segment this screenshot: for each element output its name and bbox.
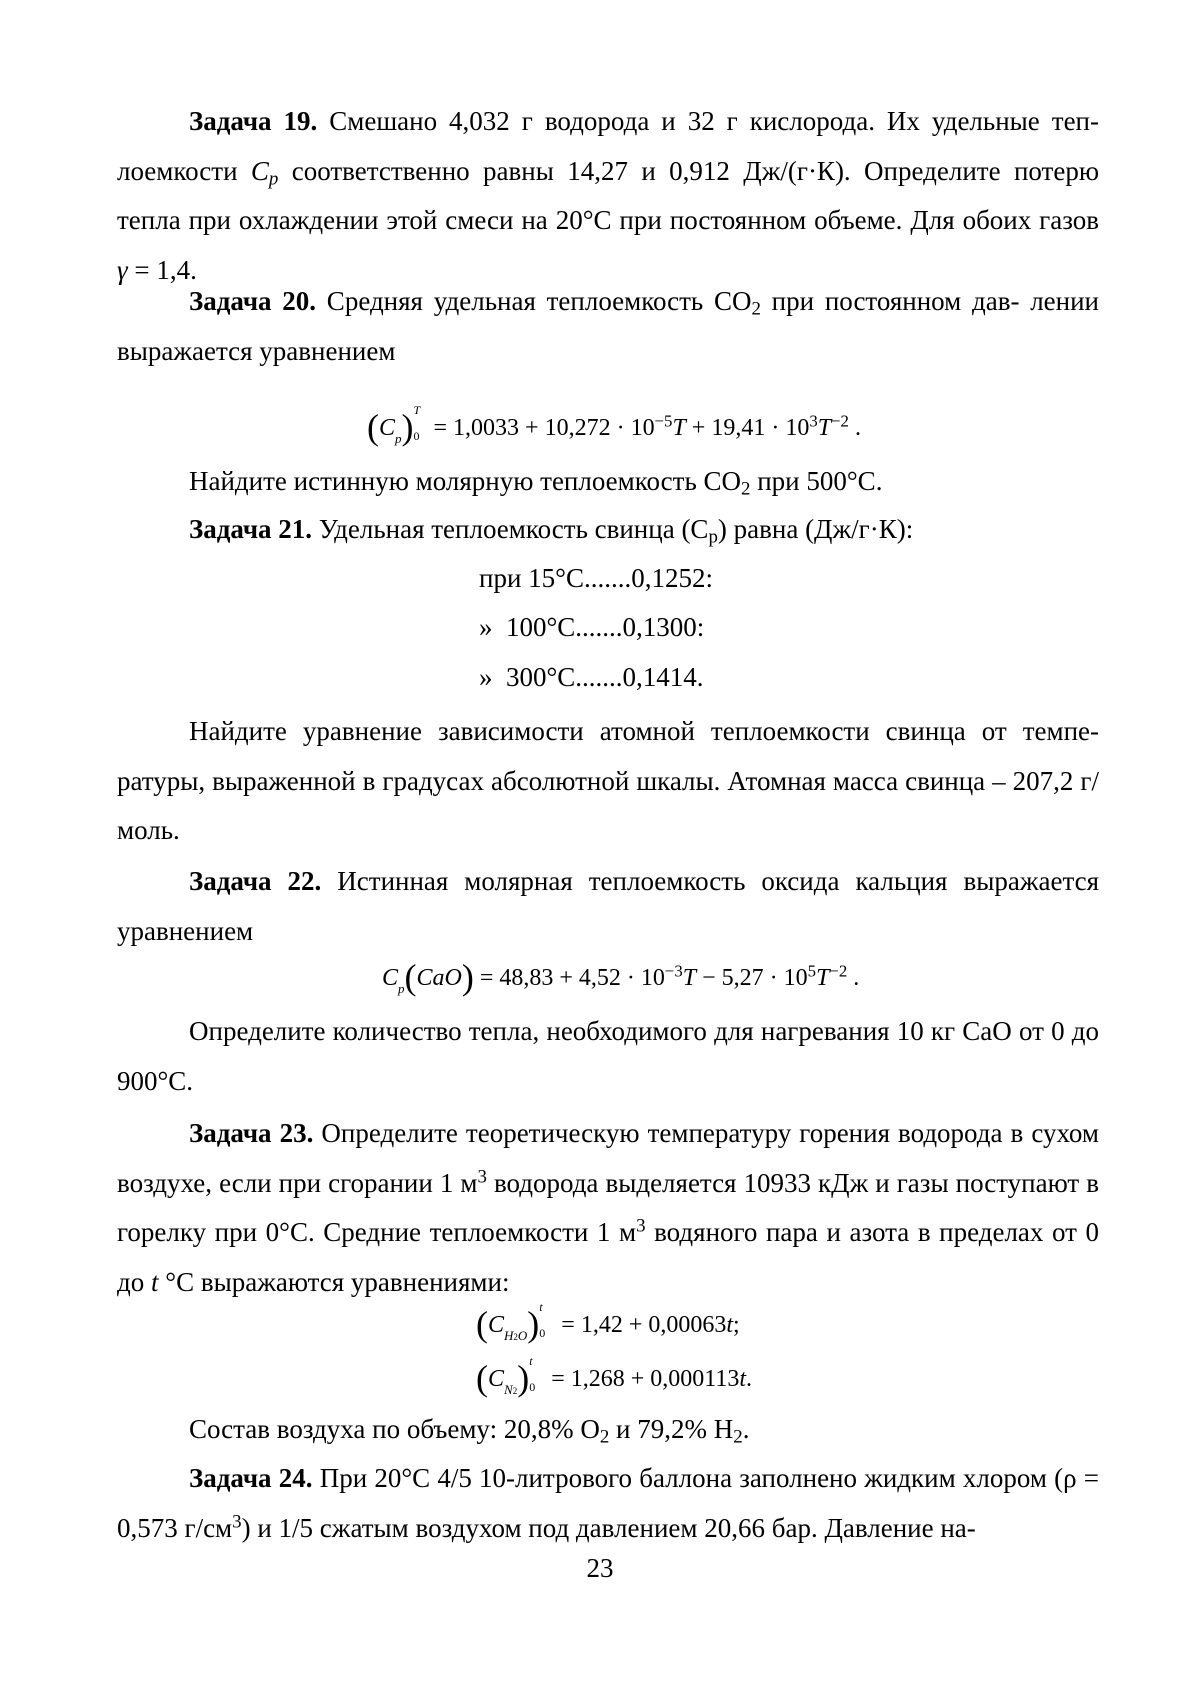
problem-24: [117, 1454, 1099, 1553]
cp-subscript: p: [268, 168, 279, 190]
m3-superscript: 3: [477, 1166, 487, 1188]
air-text-end: .: [742, 1414, 750, 1444]
problem-21: [117, 505, 1099, 555]
o2-subscript: 2: [599, 1426, 610, 1448]
problem-23-text-2: водорода выделяется 10933 кДж и газы поступают в горелку при 0°С. Средние теплоемкости 1 м: [117, 1167, 1099, 1248]
h2-subscript: 2: [733, 1426, 743, 1448]
formula-20-t2: T: [817, 415, 832, 441]
co2-subscript: 2: [751, 298, 761, 320]
co2-subscript-2: 2: [741, 478, 751, 500]
formula-20-exp2: 3: [809, 411, 818, 431]
formula-n2-lower: 0: [529, 1380, 536, 1394]
problem-20-task-end: при 500°С.: [750, 466, 883, 496]
gamma-symbol: γ: [117, 254, 128, 285]
formula-22-end: .: [847, 965, 860, 991]
formula-n2-c: C: [488, 1366, 505, 1392]
problem-19-title: Задача 19.: [189, 106, 318, 136]
formula-h2o-rhs: = 1,42 + 0,00063: [555, 1312, 727, 1338]
formula-22-t: T: [682, 965, 697, 991]
formula-20-exp3: −2: [831, 411, 849, 431]
formula-n2-t: t: [739, 1366, 747, 1392]
problem-19-text: Смешано 4,032 г водорода и 32 г кислорода. Их удельные теп- лоемкости: [117, 106, 1099, 186]
formula-h2o-sub-o: O: [517, 1328, 528, 1343]
formula-n2-upper: t: [529, 1354, 533, 1368]
table-row: при 15°С.......0,1252:: [479, 563, 713, 593]
problem-20-text: Средняя удельная теплоемкость СО: [316, 286, 752, 316]
problem-24-title: Задача 24.: [189, 1463, 313, 1493]
formula-23-h2o: $(C_{H2O})$ t 0 = 1,42 + 0,00063t;: [476, 1300, 740, 1344]
formula-20: $(C_p)$ T 0 = $1,0033 + 10,272 \cdot 10^{-5}T + 19,41 \cdot 10^3T^{-2}$ .: [367, 403, 861, 447]
problem-23-text-3: водяного пара и азота в пределах от 0 до: [117, 1217, 1099, 1297]
problem-19: [117, 97, 1099, 295]
formula-22-rhs2: − 5,27 · 10: [696, 965, 808, 991]
cp-symbol: C: [250, 155, 269, 186]
formula-20-c: C: [379, 415, 396, 441]
problem-20-title: Задача 20.: [189, 286, 317, 316]
formula-20-upper: T: [413, 403, 421, 417]
formula-h2o-end: ;: [733, 1312, 740, 1338]
formula-h2o-sub-h: H: [504, 1328, 514, 1343]
cm3-superscript: 3: [232, 1511, 242, 1533]
problem-22-title: Задача 22.: [189, 866, 322, 896]
formula-20-exp1: −5: [654, 411, 673, 431]
formula-22-exp3: −2: [829, 961, 848, 981]
problem-21-text: Удельная теплоемкость свинца (С: [312, 514, 709, 544]
problem-22-task: Определите количество тепла, необходимого для нагревания 10 кг СаО от 0 до 900°С.: [117, 1016, 1099, 1096]
problem-21-text-2: ) равна (Дж/г·К):: [717, 514, 914, 544]
problem-20-text-2: при постоянном дав- лении выражается уравнением: [117, 286, 1099, 366]
formula-22-p: p: [398, 981, 405, 996]
problem-20: [117, 277, 1099, 376]
problem-20-task-text: Найдите истинную молярную теплоемкость СО: [189, 466, 742, 496]
formula-22-rhs1: = 48,83 + 4,52 · 10: [473, 965, 665, 991]
t-variable: t: [151, 1266, 159, 1297]
air-text-2: и 79,2% Н: [609, 1414, 734, 1444]
formula-n2-sub-n: N: [504, 1382, 513, 1397]
problem-21-title: Задача 21.: [189, 514, 313, 544]
formula-n2-rhs: = 1,268 + 0,000113: [545, 1366, 740, 1392]
formula-n2-end: .: [746, 1366, 753, 1392]
problem-21-task: Найдите уравнение зависимости атомной теплоемкости свинца от темпе- ратуры, выраженной в градусах абсолютной шкалы. Атомная масса свинца – 207,2 г/моль.: [117, 716, 1099, 846]
cp-subscript-21: p: [708, 526, 718, 548]
problem-19-text-2: соответственно равны 14,27 и 0,912 Дж/(г·К). Определите потерю тепла при охлаждении этой смеси на 20°С при постоянном объеме. Для обоих газов: [117, 155, 1099, 236]
formula-20-rhs2: + 19,41 · 10: [685, 415, 810, 441]
formula-h2o-sub-2: 2: [513, 1332, 518, 1342]
formula-n2-sub-2: 2: [512, 1386, 518, 1396]
air-composition: [117, 1405, 1099, 1455]
table-row: » 300°С.......0,1414.: [479, 662, 704, 692]
problem-23-text: Определите теоретическую температуру горения водорода в сухом воздухе, если при сгорании 1 м: [117, 1118, 1099, 1198]
problem-23-title: Задача 23.: [189, 1118, 314, 1148]
formula-22-c: C: [382, 965, 399, 991]
problem-23-text-4: °С выражаются уравнениями:: [158, 1266, 510, 1297]
formula-20-rhs1: = 1,0033 + 10,272 · 10: [427, 415, 655, 441]
m3-superscript-2: 3: [636, 1215, 646, 1237]
formula-20-end: .: [848, 415, 861, 441]
formula-20-t: T: [672, 415, 686, 441]
problem-22: [117, 857, 1099, 956]
formula-h2o-lower: 0: [539, 1326, 546, 1340]
problem-24-text-2: ) и 1/5 сжатым воздухом под давлением 20,66 бар. Давление на-: [241, 1512, 976, 1543]
formula-20-p: p: [395, 431, 402, 446]
formula-22-arg: CaO: [416, 965, 462, 991]
problem-24-text: При 20°С 4/5 10-литрового баллона заполнено жидким хлором (ρ = 0,573 г/см: [117, 1463, 1099, 1543]
table-row: » 100°С.......0,1300:: [479, 612, 705, 642]
page-number: 23: [586, 1553, 614, 1583]
problem-22-text: Истинная молярная теплоемкость оксида кальция выражается уравнением: [117, 866, 1099, 946]
formula-22-t2: T: [816, 965, 830, 991]
formula-22-exp1: −3: [664, 961, 683, 981]
problem-20-task: [117, 457, 1099, 507]
air-text: Состав воздуха по объему: 20,8% О: [189, 1414, 600, 1444]
formula-23-n2: $(C_{N2})$ t 0 = 1,268 + 0,000113t.: [476, 1354, 753, 1398]
formula-h2o-t: t: [726, 1312, 734, 1338]
formula-22-exp2: 5: [807, 961, 817, 981]
problem-19-text-3: = 1,4.: [127, 254, 197, 285]
formula-h2o-upper: t: [539, 1300, 543, 1314]
formula-h2o-c: C: [488, 1312, 505, 1338]
formula-20-lower: 0: [413, 429, 420, 443]
formula-22: $C_p(CaO) = 48,83 + 4,52 \cdot 10^{-3}T - 5,27 \cdot 10^5T^{-2}$ .: [382, 957, 860, 997]
problem-23: [117, 1109, 1099, 1307]
